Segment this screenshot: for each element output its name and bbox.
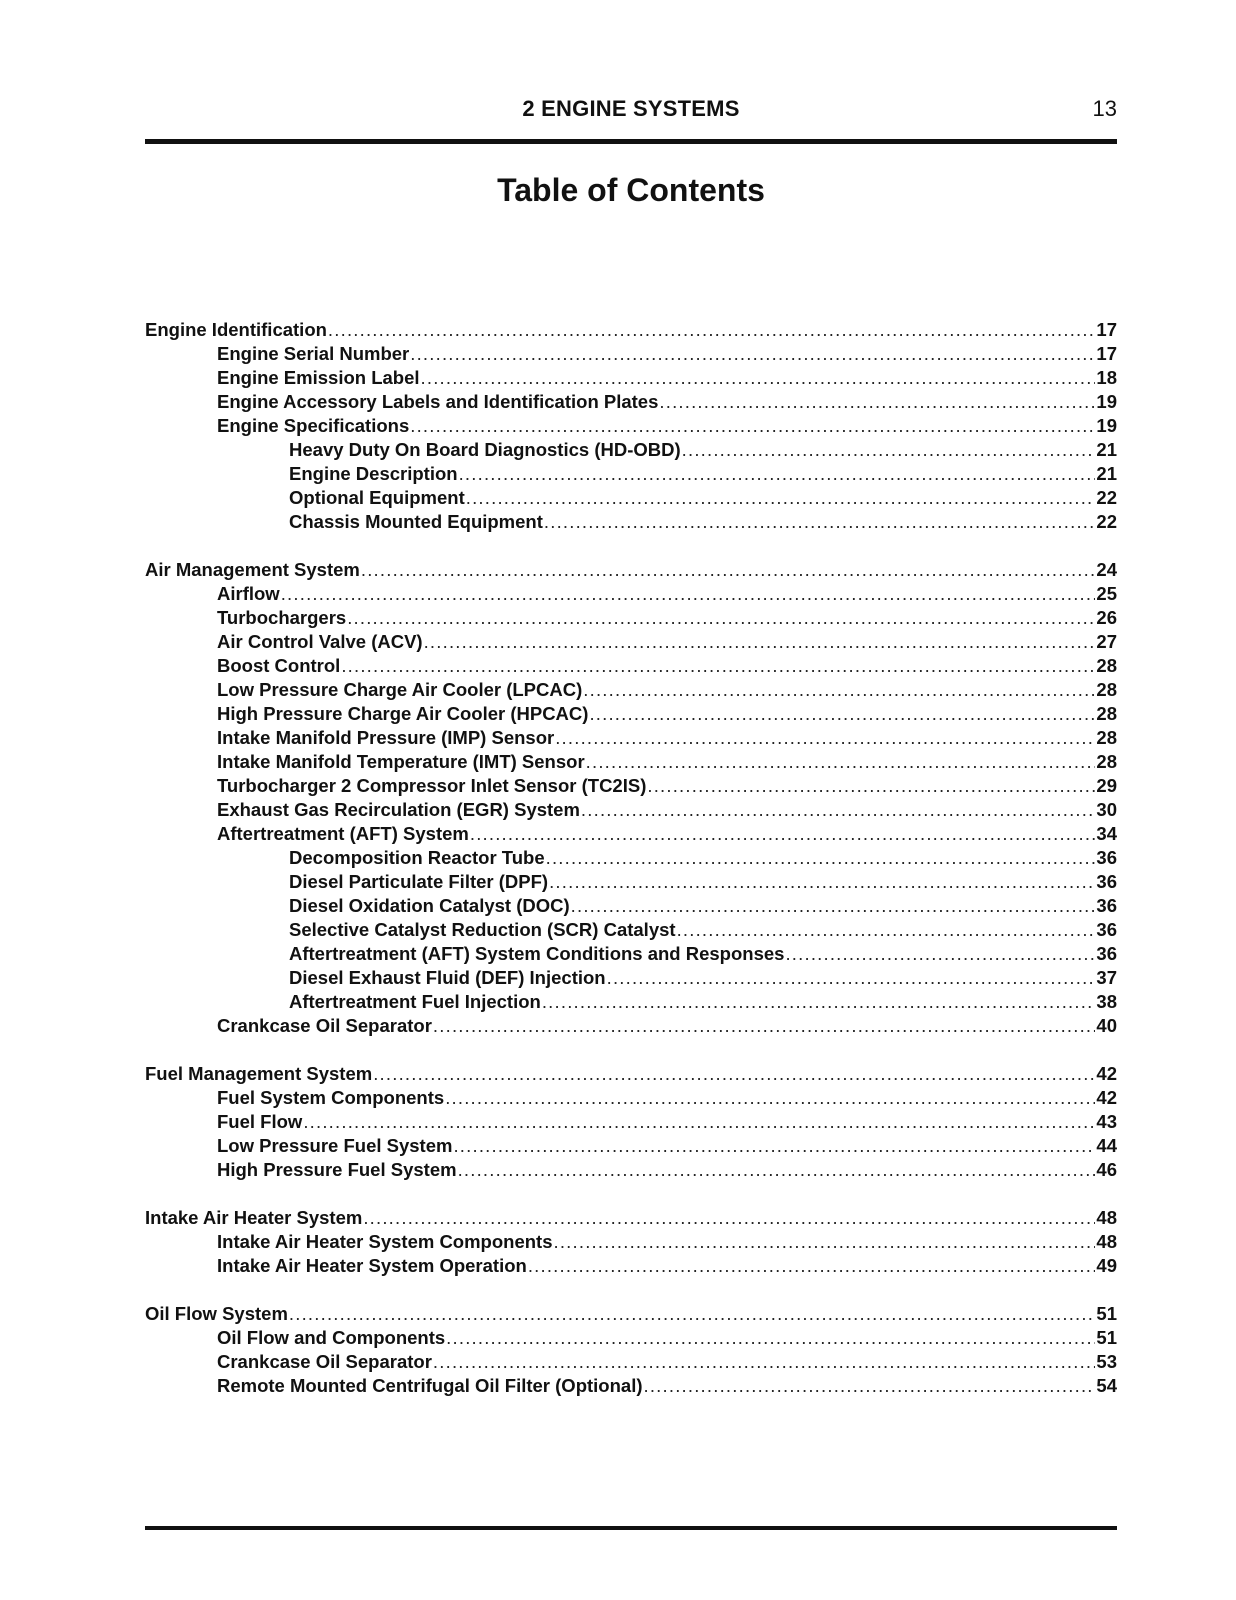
dot-leader bbox=[586, 750, 1096, 774]
toc-entry-label: Crankcase Oil Separator bbox=[217, 1015, 432, 1036]
toc-entry[interactable] bbox=[145, 822, 1117, 846]
toc-entry-chapter[interactable] bbox=[145, 318, 1117, 342]
dot-leader bbox=[433, 1350, 1096, 1374]
page-header bbox=[145, 96, 1117, 126]
toc-entry-label: High Pressure Fuel System bbox=[217, 1159, 457, 1180]
dot-leader bbox=[458, 1158, 1096, 1182]
toc-entry-label: Engine Description bbox=[289, 463, 458, 484]
dot-leader bbox=[445, 1086, 1095, 1110]
toc-entry[interactable] bbox=[145, 414, 1117, 438]
toc-entry-page: 26 bbox=[1096, 607, 1117, 628]
toc-entry-page: 38 bbox=[1096, 991, 1117, 1012]
toc-entry-label: Aftertreatment (AFT) System Conditions and Responses bbox=[289, 943, 785, 964]
dot-leader bbox=[544, 510, 1096, 534]
toc-entry[interactable] bbox=[145, 582, 1117, 606]
toc-entry[interactable] bbox=[145, 1374, 1117, 1398]
toc-entry[interactable] bbox=[145, 1326, 1117, 1350]
toc-entry-page: 30 bbox=[1096, 799, 1117, 820]
toc-entry-label: Aftertreatment (AFT) System bbox=[217, 823, 469, 844]
toc-entry-label: Chassis Mounted Equipment bbox=[289, 511, 543, 532]
dot-leader bbox=[363, 1206, 1095, 1230]
toc-entry[interactable] bbox=[145, 630, 1117, 654]
dot-leader bbox=[647, 774, 1095, 798]
toc-entry-page: 28 bbox=[1096, 727, 1117, 748]
toc-entry[interactable] bbox=[145, 750, 1117, 774]
dot-leader bbox=[659, 390, 1095, 414]
toc-entry-label: Fuel Management System bbox=[145, 1063, 373, 1084]
toc-entry-label: Aftertreatment Fuel Injection bbox=[289, 991, 541, 1012]
toc-entry-label: Engine Serial Number bbox=[217, 343, 410, 364]
dot-leader bbox=[347, 606, 1095, 630]
dot-leader bbox=[607, 966, 1096, 990]
toc-entry-page: 54 bbox=[1096, 1375, 1117, 1396]
table-of-contents bbox=[145, 318, 1117, 1422]
toc-entry-page: 37 bbox=[1096, 967, 1117, 988]
toc-entry-page: 49 bbox=[1096, 1255, 1117, 1276]
toc-entry-chapter[interactable] bbox=[145, 1206, 1117, 1230]
dot-leader bbox=[373, 1062, 1095, 1086]
toc-entry-label: Turbocharger 2 Compressor Inlet Sensor (TC2IS) bbox=[217, 775, 647, 796]
toc-section bbox=[145, 1302, 1117, 1398]
toc-entry-page: 18 bbox=[1096, 367, 1117, 388]
toc-entry-page: 21 bbox=[1096, 463, 1117, 484]
toc-entry-page: 46 bbox=[1096, 1159, 1117, 1180]
toc-entry[interactable] bbox=[145, 510, 1117, 534]
toc-entry-label: Diesel Exhaust Fluid (DEF) Injection bbox=[289, 967, 606, 988]
dot-leader bbox=[542, 990, 1096, 1014]
toc-entry-page: 25 bbox=[1096, 583, 1117, 604]
dot-leader bbox=[424, 630, 1096, 654]
toc-entry-label: Fuel Flow bbox=[217, 1111, 303, 1132]
toc-entry-label: Low Pressure Fuel System bbox=[217, 1135, 453, 1156]
toc-entry-page: 42 bbox=[1096, 1087, 1117, 1108]
toc-entry-page: 28 bbox=[1096, 703, 1117, 724]
header-rule bbox=[145, 139, 1117, 144]
toc-entry-label: Intake Air Heater System Operation bbox=[217, 1255, 527, 1276]
toc-entry-page: 48 bbox=[1096, 1207, 1117, 1228]
toc-entry-page: 19 bbox=[1096, 391, 1117, 412]
toc-entry[interactable] bbox=[145, 1086, 1117, 1110]
dot-leader bbox=[421, 366, 1096, 390]
toc-entry[interactable] bbox=[145, 966, 1117, 990]
toc-entry-label: Engine Identification bbox=[145, 319, 327, 340]
dot-leader bbox=[554, 1230, 1096, 1254]
dot-leader bbox=[528, 1254, 1096, 1278]
toc-entry-page: 51 bbox=[1096, 1327, 1117, 1348]
toc-entry-page: 36 bbox=[1096, 919, 1117, 940]
toc-entry-page: 17 bbox=[1096, 319, 1117, 340]
toc-entry-page: 51 bbox=[1096, 1303, 1117, 1324]
dot-leader bbox=[361, 558, 1096, 582]
toc-entry-page: 36 bbox=[1096, 847, 1117, 868]
toc-entry-label: Diesel Particulate Filter (DPF) bbox=[289, 871, 549, 892]
toc-entry-label: High Pressure Charge Air Cooler (HPCAC) bbox=[217, 703, 589, 724]
toc-entry[interactable] bbox=[145, 1254, 1117, 1278]
toc-entry-label: Selective Catalyst Reduction (SCR) Catalyst bbox=[289, 919, 676, 940]
toc-entry-label: Heavy Duty On Board Diagnostics (HD-OBD) bbox=[289, 439, 681, 460]
toc-entry[interactable] bbox=[145, 462, 1117, 486]
toc-entry-page: 22 bbox=[1096, 487, 1117, 508]
toc-entry[interactable] bbox=[145, 1230, 1117, 1254]
toc-entry-label: Exhaust Gas Recirculation (EGR) System bbox=[217, 799, 580, 820]
toc-entry[interactable] bbox=[145, 366, 1117, 390]
toc-entry-label: Crankcase Oil Separator bbox=[217, 1351, 432, 1372]
toc-entry-label: Optional Equipment bbox=[289, 487, 465, 508]
page-title: Table of Contents bbox=[497, 172, 765, 208]
dot-leader bbox=[644, 1374, 1096, 1398]
toc-entry-page: 36 bbox=[1096, 871, 1117, 892]
toc-entry-page: 34 bbox=[1096, 823, 1117, 844]
dot-leader bbox=[433, 1014, 1096, 1038]
dot-leader bbox=[682, 438, 1096, 462]
toc-entry[interactable] bbox=[145, 486, 1117, 510]
toc-entry[interactable] bbox=[145, 606, 1117, 630]
toc-entry[interactable] bbox=[145, 918, 1117, 942]
toc-entry-label: Diesel Oxidation Catalyst (DOC) bbox=[289, 895, 570, 916]
toc-entry-label: Oil Flow and Components bbox=[217, 1327, 446, 1348]
dot-leader bbox=[459, 462, 1096, 486]
toc-entry[interactable] bbox=[145, 390, 1117, 414]
toc-entry-page: 28 bbox=[1096, 679, 1117, 700]
toc-entry[interactable] bbox=[145, 726, 1117, 750]
toc-entry-label: Air Control Valve (ACV) bbox=[217, 631, 423, 652]
dot-leader bbox=[446, 1326, 1095, 1350]
toc-entry[interactable] bbox=[145, 846, 1117, 870]
toc-entry-page: 42 bbox=[1096, 1063, 1117, 1084]
toc-entry-chapter[interactable] bbox=[145, 558, 1117, 582]
dot-leader bbox=[589, 702, 1095, 726]
toc-entry[interactable] bbox=[145, 654, 1117, 678]
toc-entry-page: 44 bbox=[1096, 1135, 1117, 1156]
toc-entry[interactable] bbox=[145, 342, 1117, 366]
dot-leader bbox=[410, 342, 1095, 366]
toc-entry-label: Intake Air Heater System bbox=[145, 1207, 363, 1228]
toc-section bbox=[145, 558, 1117, 1038]
dot-leader bbox=[546, 846, 1096, 870]
toc-entry-label: Turbochargers bbox=[217, 607, 347, 628]
dot-leader bbox=[341, 654, 1095, 678]
dot-leader bbox=[453, 1134, 1095, 1158]
dot-leader bbox=[677, 918, 1096, 942]
toc-entry-page: 28 bbox=[1096, 751, 1117, 772]
dot-leader bbox=[470, 822, 1096, 846]
toc-entry-label: Intake Manifold Pressure (IMP) Sensor bbox=[217, 727, 555, 748]
dot-leader bbox=[289, 1302, 1096, 1326]
toc-entry-chapter[interactable] bbox=[145, 1302, 1117, 1326]
toc-entry[interactable] bbox=[145, 1158, 1117, 1182]
toc-entry[interactable] bbox=[145, 702, 1117, 726]
toc-entry-label: Airflow bbox=[217, 583, 280, 604]
toc-entry[interactable] bbox=[145, 1110, 1117, 1134]
toc-entry[interactable] bbox=[145, 1350, 1117, 1374]
toc-entry[interactable] bbox=[145, 678, 1117, 702]
toc-entry-page: 53 bbox=[1096, 1351, 1117, 1372]
toc-entry-label: Boost Control bbox=[217, 655, 341, 676]
toc-entry[interactable] bbox=[145, 798, 1117, 822]
dot-leader bbox=[303, 1110, 1095, 1134]
toc-entry-label: Fuel System Components bbox=[217, 1087, 445, 1108]
toc-entry-label: Engine Accessory Labels and Identification Plates bbox=[217, 391, 659, 412]
toc-section bbox=[145, 1206, 1117, 1278]
toc-entry[interactable] bbox=[145, 990, 1117, 1014]
dot-leader bbox=[281, 582, 1096, 606]
toc-entry[interactable] bbox=[145, 1014, 1117, 1038]
toc-entry-label: Decomposition Reactor Tube bbox=[289, 847, 545, 868]
toc-entry-page: 22 bbox=[1096, 511, 1117, 532]
toc-entry-label: Intake Air Heater System Components bbox=[217, 1231, 553, 1252]
dot-leader bbox=[583, 678, 1095, 702]
toc-entry-page: 43 bbox=[1096, 1111, 1117, 1132]
dot-leader bbox=[555, 726, 1095, 750]
toc-entry[interactable] bbox=[145, 438, 1117, 462]
toc-entry-page: 48 bbox=[1096, 1231, 1117, 1252]
footer-rule bbox=[145, 1526, 1117, 1530]
toc-entry[interactable] bbox=[145, 894, 1117, 918]
toc-entry-label: Remote Mounted Centrifugal Oil Filter (Optional) bbox=[217, 1375, 643, 1396]
toc-entry[interactable] bbox=[145, 870, 1117, 894]
dot-leader bbox=[571, 894, 1096, 918]
dot-leader bbox=[785, 942, 1095, 966]
toc-entry-page: 36 bbox=[1096, 943, 1117, 964]
toc-entry-page: 24 bbox=[1096, 559, 1117, 580]
dot-leader bbox=[549, 870, 1095, 894]
toc-entry-chapter[interactable] bbox=[145, 1062, 1117, 1086]
dot-leader bbox=[581, 798, 1096, 822]
toc-entry-page: 40 bbox=[1096, 1015, 1117, 1036]
dot-leader bbox=[328, 318, 1096, 342]
toc-entry[interactable] bbox=[145, 774, 1117, 798]
toc-entry-page: 27 bbox=[1096, 631, 1117, 652]
toc-entry-label: Engine Specifications bbox=[217, 415, 410, 436]
toc-entry[interactable] bbox=[145, 1134, 1117, 1158]
toc-entry-page: 28 bbox=[1096, 655, 1117, 676]
toc-entry-page: 29 bbox=[1096, 775, 1117, 796]
toc-entry-page: 19 bbox=[1096, 415, 1117, 436]
toc-entry[interactable] bbox=[145, 942, 1117, 966]
section-title: 2 ENGINE SYSTEMS bbox=[522, 96, 740, 121]
toc-section bbox=[145, 1062, 1117, 1182]
dot-leader bbox=[410, 414, 1095, 438]
toc-entry-label: Oil Flow System bbox=[145, 1303, 288, 1324]
toc-entry-label: Engine Emission Label bbox=[217, 367, 420, 388]
toc-entry-label: Air Management System bbox=[145, 559, 360, 580]
toc-entry-page: 17 bbox=[1096, 343, 1117, 364]
toc-entry-label: Intake Manifold Temperature (IMT) Sensor bbox=[217, 751, 585, 772]
dot-leader bbox=[466, 486, 1096, 510]
page-number: 13 bbox=[1092, 96, 1117, 121]
toc-entry-label: Low Pressure Charge Air Cooler (LPCAC) bbox=[217, 679, 583, 700]
toc-section bbox=[145, 318, 1117, 534]
toc-entry-page: 36 bbox=[1096, 895, 1117, 916]
toc-entry-page: 21 bbox=[1096, 439, 1117, 460]
